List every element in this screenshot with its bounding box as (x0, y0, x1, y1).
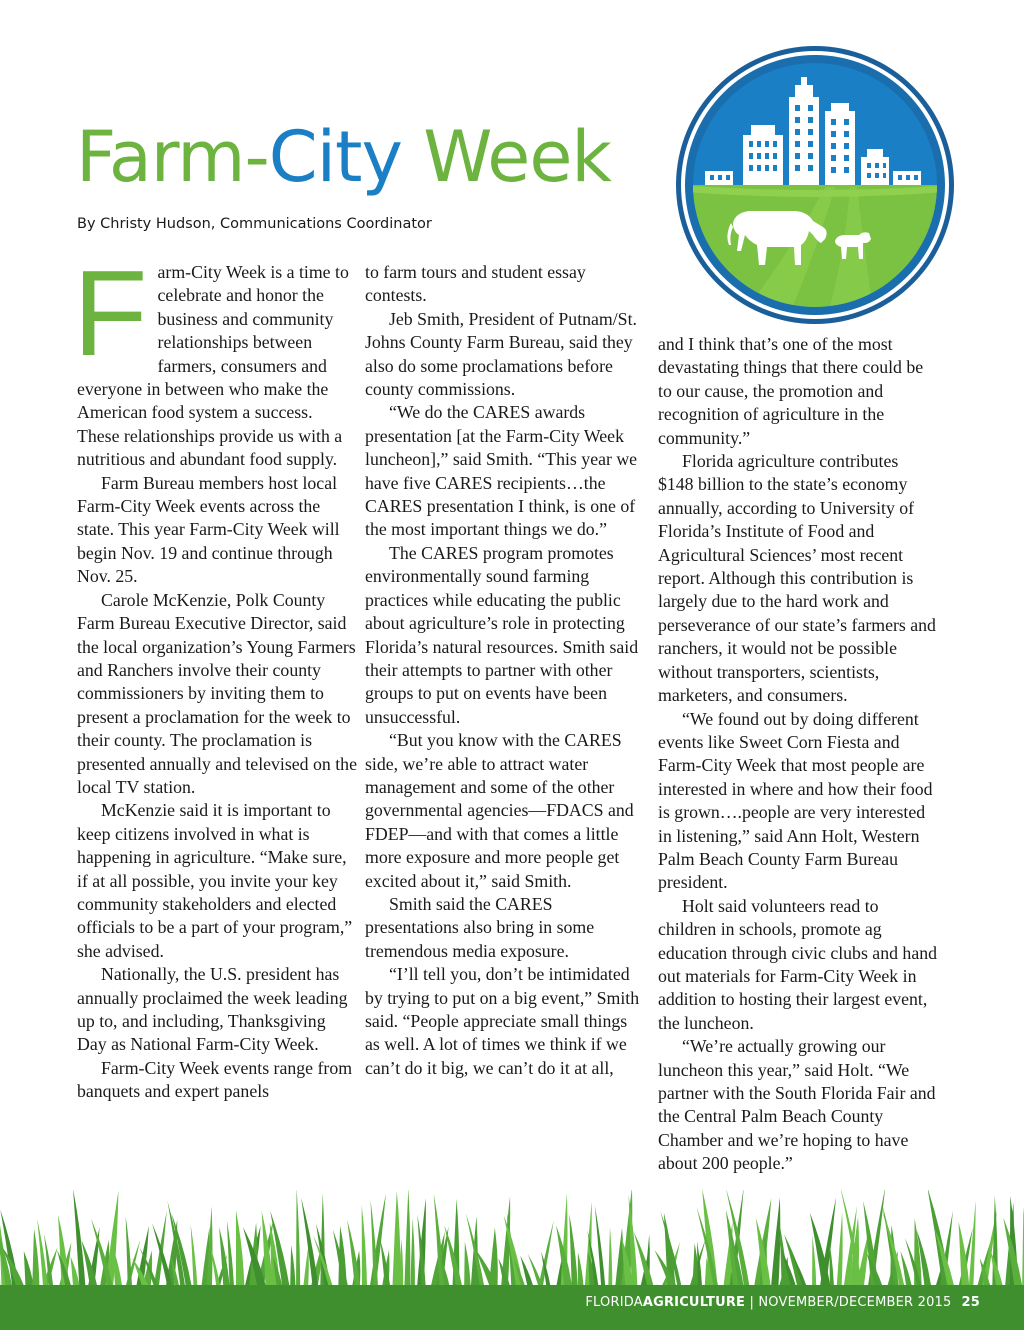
title-week: Week (401, 116, 611, 198)
paragraph: Jeb Smith, President of Putnam/St. Johns County Farm Bureau, said they also do some proclamations before county commissions. (365, 308, 637, 400)
paragraph: “We’re actually growing our luncheon this year,” said Holt. “We partner with the South Florida Fair and the Central Palm Beach County Chamber and we’re hoping to have about 200 people.” (658, 1036, 936, 1174)
paragraph: to farm tours and student essay contests. (365, 262, 586, 306)
publication-name-part1: FLORIDA (585, 1295, 643, 1310)
paragraph: “We do the CARES awards presentation [at the Farm-City Week luncheon],” said Smith. “This year we have five CARES recipients…the CARES presentation I think, is one of the most important things we do.” (365, 402, 638, 540)
issue-date: | NOVEMBER/DECEMBER 2015 (745, 1295, 952, 1310)
paragraph: Holt said volunteers read to children in schools, promote ag education through civic clubs and hand out materials for Farm-City Week in addition to hosting their largest event, the luncheon. (658, 895, 937, 1033)
paragraph: Florida agriculture contributes $148 billion to the state’s economy annually, according to University of Florida’s Institute of Food and Agricultural Sciences’ most recent report. Although this contribution is largely due to the hard work and perseverance of our state’s farmers and ranchers, it would not be possible without transporters, scientists, marketers, and consumers. (658, 451, 936, 706)
paragraph: Carole McKenzie, Polk County Farm Bureau Executive Director, said the local organization’s Young Farmers and Ranchers involve their county commissioners by inviting them to present a proclamation for the week to their county. The proclamation is presented annually and televised on the local TV station. (77, 589, 357, 797)
paragraph: McKenzie said it is important to keep citizens involved in what is happening in agriculture. “Make sure, if at all possible, you invite your key community stakeholders and elected officials to be a part of your program,” she advised. (77, 800, 353, 961)
paragraph: “We found out by doing different events like Sweet Corn Fiesta and Farm-City Week that most people are interested in where and how their food is grown….people are very interested in listening,” said Ann Holt, Western Palm Beach County Farm Bureau president. (658, 708, 933, 893)
article-title (76, 116, 611, 198)
article-column-1 (73, 245, 357, 1104)
farm-city-emblem-icon (675, 45, 955, 325)
page-footer (585, 1295, 980, 1310)
title-city: City (268, 116, 402, 198)
grass-blade (404, 1190, 410, 1300)
article-column-3 (658, 333, 938, 1176)
byline: By Christy Hudson, Communications Coordinator (77, 216, 432, 232)
drop-cap: F (73, 245, 148, 381)
title-farm: Farm- (76, 116, 269, 198)
grass-blade (296, 1190, 300, 1300)
paragraph: and I think that’s one of the most devastating things that there could be to our cause, the promotion and recognition of agriculture in the community.” (658, 334, 924, 448)
paragraph: Farm Bureau members host local Farm-City Week events across the state. This year Farm-City Week will begin Nov. 19 and continue through Nov. 25. (77, 472, 340, 587)
grass-blade (770, 1197, 780, 1300)
paragraph: “But you know with the CARES side, we’re able to attract water management and some of the other governmental agencies—FDACS and FDEP—and with that comes a little more exposure and more people get excited about it,” said Smith. (365, 730, 634, 891)
paragraph: “I’ll tell you, don’t be intimidated by trying to put on a big event,” Smith said. “People appreciate small things as well. A lot of times we think if we can’t do it big, we can’t do it at all, (365, 964, 640, 1078)
paragraph: The CARES program promotes environmentally sound farming practices while educating the public about agriculture’s role in protecting Florida’s natural resources. Smith said their attempts to partner with other groups to put on events have been unsuccessful. (365, 542, 639, 727)
publication-name-part2: AGRICULTURE (642, 1295, 746, 1310)
paragraph: Nationally, the U.S. president has annually proclaimed the week leading up to, and including, Thanksgiving Day as National Farm-City Week. (77, 964, 348, 1055)
article-column-2 (365, 261, 645, 1080)
page-number: 25 (961, 1295, 980, 1310)
paragraph: Smith said the CARES presentations also bring in some tremendous media exposure. (365, 893, 595, 961)
paragraph: Farm-City Week events range from banquets and expert panels (77, 1057, 353, 1102)
paragraph: arm-City Week is a time to celebrate and honor the business and community relationships between farmers, consumers and everyone in between who make the American food system a success. These relationships provide us with a nutritious and abundant food supply. (77, 262, 349, 470)
